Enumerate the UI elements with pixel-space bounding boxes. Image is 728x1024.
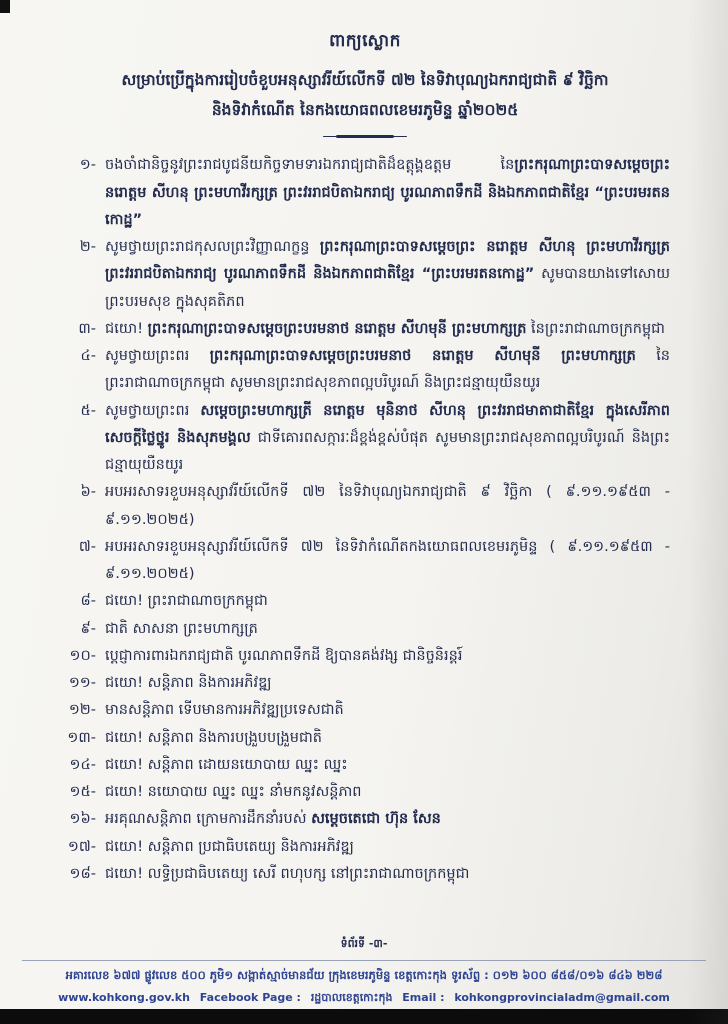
item-number: ៤- [80,348,96,365]
item-text: ជយោ! ព្រះរាជាណាចក្រកម្ពុជា [105,593,268,610]
item-text: សូមថ្វាយព្រះរាជកុសលព្រះវិញ្ញាណក្ខន្ធ ព្រះករុណាព្រះបាទសម្តេចព្រះ នរោត្តម សីហនុ ព្រះមហាវីរក្សត្រ ព្រះវររាជបិតាឯករាជ្យ បូរណភាពទឹកដី និងឯកភាពជាតិខ្មែរ “ព្រះបរមរតនកោដ្ឋ” សូមបានយាងទៅសោយព្រះបរមសុខ ក្នុងសុគតិភព [105,239,671,310]
page-footer [0,937,728,1007]
item-text: ជយោ! សន្តិភាព និងការអភិវឌ្ឍ [105,675,272,692]
item-number: ៣- [78,320,96,337]
list-item [60,234,670,316]
list-item [60,697,670,724]
title-block [60,30,670,138]
footer-address: អគារលេខ ៦៧៧ ផ្លូវលេខ ៥០០ ភូមិ១ សង្កាត់ស្មាច់មានជ័យ ក្រុងខេមរភូមិន្ទ ខេត្តកោះកុង ទូរស័ព្ទ : ០១២ ៦០០ ៨៥៨/០១៦ ៨៤៦ ២២៨ [65,968,663,982]
list-item [60,643,670,670]
item-number: ១០- [69,647,96,664]
item-text: ប្តេជ្ញាការពារឯករាជ្យជាតិ បូរណភាពទឹកដី ឱ្យបានគង់វង្ស ជានិច្ចនិរន្តរ៍ [105,647,463,664]
item-text: អបអរសាទរខួបអនុស្សាវរីយ៍លើកទី ៧២ នៃទិវាបុណ្យឯករាជ្យជាតិ ៩ វិច្ឆិកា ( ៩.១១.១៩៥៣ - ៩.១១.២០២៥) [105,484,670,528]
scan-bottom-bar [0,1009,728,1024]
item-number: ១៤- [69,756,96,773]
list-item [60,806,670,833]
item-number: ១៧- [67,838,96,855]
item-text: សូមថ្វាយព្រះពរ សម្តេចព្រះមហាក្សត្រី នរោត្តម មុនិនាថ សីហនុ ព្រះវររាជមាតាជាតិខ្មែរ ក្នុងសេរីភាព សេចក្តីថ្លៃថ្នូរ និងសុភមង្គល ជាទីគោរពសក្ការៈដ៏ខ្ពង់ខ្ពស់បំផុត សូមមានព្រះរាជសុខភាពល្អបរិបូរណ៍ និងព្រះជន្មាយុយឺនយូរ [105,402,670,474]
list-item [60,398,670,480]
list-item [60,752,670,779]
item-text: ជយោ! សន្តិភាព និងការបង្រួបបង្រួមជាតិ [105,729,322,746]
item-text: ជយោ! ព្រះករុណាព្រះបាទសម្តេចព្រះបរមនាថ នរោត្តម សីហមុនី ព្រះមហាក្សត្រ នៃព្រះរាជាណាចក្រកម្ពុជា [105,320,665,337]
title-separator [336,135,394,138]
list-item [60,779,670,806]
list-item [60,534,670,589]
item-number: ២- [79,239,96,256]
list-item [60,152,670,234]
item-number: ១៨- [69,865,96,882]
page-number: ទំព័រទី -៣- [340,937,388,950]
item-number: ៨- [80,593,96,610]
item-text: ជយោ! នយោបាយ ឈ្នះ ឈ្នះ នាំមកនូវសន្តិភាព [105,784,362,801]
item-number: ៩- [80,620,96,637]
item-number: ៧- [78,538,96,555]
page-subtitle-line2: និងទិវាកំណើត នៃកងយោធពលខេមរភូមិន្ទ ឆ្នាំ២០២៥ [211,101,519,120]
item-number: ១២- [68,702,96,719]
list-item [60,670,670,697]
item-number: ១៦- [69,811,96,828]
scan-corner-artifact [0,0,10,13]
footer-website: www.kohkong.gov.kh [58,991,190,1004]
list-item [60,588,670,615]
page-title: ពាក្យស្លោក [329,31,401,51]
list-item [60,479,670,534]
list-item [60,316,670,343]
slogan-list [60,152,670,888]
item-number: ១- [79,157,96,174]
item-text: មានសន្តិភាព ទើបមានការអភិវឌ្ឍប្រទេសជាតិ [105,702,344,719]
list-item [60,861,670,888]
list-item [60,725,670,752]
list-item [60,343,670,398]
item-text: អបអរសាទរខួបអនុស្សាវរីយ៍លើកទី ៧២ នៃទិវាកំណើតកងយោធពលខេមរភូមិន្ទ ( ៩.១១.១៩៥៣ - ៩.១១.២០២៥) [105,538,670,583]
item-number: ១១- [68,675,96,692]
item-text: ជាតិ សាសនា ព្រះមហាក្សត្រ [105,620,258,637]
footer-divider [22,960,706,961]
footer-web-line [0,991,728,1007]
footer-email-value: kohkongprovincialadm@gmail.com [454,991,670,1004]
item-number: ៥- [80,402,96,419]
footer-facebook-label: Facebook Page : [199,991,301,1004]
item-text: ជយោ! សន្តិភាព ដោយនយោបាយ ឈ្នះ ឈ្នះ [105,756,348,773]
item-number: ១៣- [67,729,96,746]
item-number: ៦- [80,484,96,501]
list-item [60,834,670,861]
footer-email-label: Email : [402,991,445,1004]
item-number: ១៥- [69,784,96,801]
page-subtitle-line1: សម្រាប់ប្រើក្នុងការរៀបចំខួបអនុស្សាវរីយ៍លើកទី ៧២ នៃទិវាបុណ្យឯករាជ្យជាតិ ៩ វិច្ឆិកា [121,71,609,89]
item-text: ជយោ! លទ្ធិប្រជាធិបតេយ្យ សេរី ពហុបក្ស នៅព្រះរាជាណាចក្រកម្ពុជា [105,865,470,882]
footer-facebook-value: រដ្ឋបាលខេត្តកោះកុង [310,991,393,1004]
item-text: ចងចាំជានិច្ចនូវព្រះរាជបូជនីយកិច្ចទាមទារឯករាជ្យជាតិដ៏ឧត្តុង្គឧត្តម នៃព្រះករុណាព្រះបាទសម្តេចព្រះ នរោត្តម សីហនុ ព្រះមហាវីរក្សត្រ ព្រះវររាជបិតាឯករាជ្យ បូរណភាពទឹកដី និងឯកភាពជាតិខ្មែរ “ព្រះបរមរតនកោដ្ឋ” [105,157,670,228]
list-item [60,616,670,643]
item-text: សូមថ្វាយព្រះពរ ព្រះករុណាព្រះបាទសម្តេចព្រះបរមនាថ នរោត្តម សីហមុនី ព្រះមហាក្សត្រ នៃព្រះរាជាណាចក្រកម្ពុជា សូមមានព្រះរាជសុខភាពល្អបរិបូរណ៍ និងព្រះជន្មាយុយឺនយូរ [105,348,670,392]
item-text: ជយោ! សន្តិភាព ប្រជាធិបតេយ្យ និងការអភិវឌ្ឍ [105,838,354,855]
item-text: អរគុណសន្តិភាព ក្រោមការដឹកនាំរបស់ សម្តេចតេជោ ហ៊ុន សែន [105,811,441,828]
